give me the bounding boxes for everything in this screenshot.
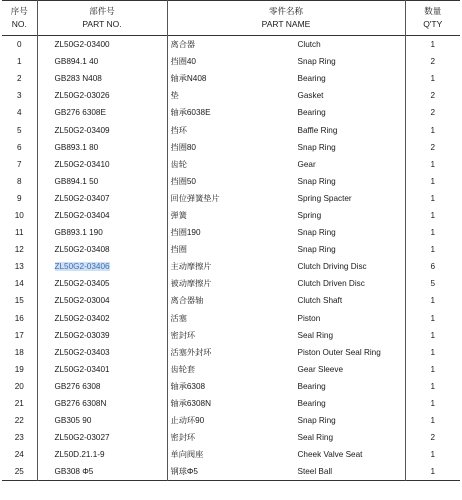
table-row — [2, 412, 460, 429]
part-number-text: GB894.1 40 — [54, 57, 99, 67]
part-number-text: ZL50G2-03004 — [54, 296, 110, 306]
table-row — [2, 395, 460, 412]
quantity: 1 — [405, 446, 460, 463]
header-part-name — [167, 1, 405, 36]
table-row — [2, 275, 460, 292]
header-qty — [405, 1, 460, 36]
part-number — [37, 139, 167, 156]
part-name — [167, 275, 405, 292]
row-number: 18 — [14, 347, 24, 357]
table-row — [2, 241, 460, 258]
part-number-text: GB893.1 190 — [54, 228, 103, 238]
row-number: 23 — [14, 433, 24, 443]
part-number — [37, 429, 167, 446]
part-number-text: ZL50G2-03403 — [54, 347, 110, 357]
part-name-cn: 齿轮套 — [170, 364, 196, 374]
part-number — [37, 156, 167, 173]
part-name-cn: 活塞 — [170, 313, 187, 323]
part-number — [37, 463, 167, 481]
part-name-en: Snap Ring — [297, 176, 336, 186]
part-name — [167, 292, 405, 309]
part-name-en: Clutch — [297, 40, 321, 50]
part-number-text: ZL50G2-03026 — [54, 91, 110, 101]
quantity: 2 — [405, 53, 460, 70]
part-number-text: ZL50G2-03406 — [54, 262, 110, 272]
part-name — [167, 156, 405, 173]
row-number: 22 — [14, 416, 24, 426]
part-number — [37, 224, 167, 241]
header-no — [2, 1, 37, 36]
part-name-en: Snap Ring — [297, 245, 336, 255]
part-name-cn: 轴承6038E — [170, 108, 211, 118]
part-number — [37, 327, 167, 344]
part-name-en: Cheek Valve Seat — [297, 450, 363, 460]
quantity: 1 — [405, 378, 460, 395]
row-number: 5 — [16, 125, 22, 135]
part-number-text: GB305 90 — [54, 416, 92, 426]
part-number — [37, 70, 167, 87]
part-name-cn: 轴承N408 — [170, 74, 207, 84]
part-number-text: GB276 6308N — [54, 399, 107, 409]
part-name-en: Seal Ring — [297, 330, 334, 340]
row-number: 2 — [16, 74, 22, 84]
table-row — [2, 139, 460, 156]
header-qty-cn: 数量 — [424, 6, 442, 16]
quantity: 1 — [405, 344, 460, 361]
part-name — [167, 70, 405, 87]
part-name — [167, 241, 405, 258]
table-row — [2, 36, 460, 54]
part-name — [167, 429, 405, 446]
part-number-text: ZL50G2-03402 — [54, 313, 110, 323]
part-name — [167, 224, 405, 241]
part-number — [37, 292, 167, 309]
part-number-text: GB276 6308 — [54, 381, 101, 391]
part-name — [167, 344, 405, 361]
quantity: 1 — [405, 463, 460, 481]
part-name-en: Spring Spacter — [297, 193, 352, 203]
part-name-en: Snap Ring — [297, 416, 336, 426]
part-name-cn: 垫 — [170, 91, 179, 101]
part-name — [167, 36, 405, 54]
part-number — [37, 53, 167, 70]
part-name — [167, 327, 405, 344]
table-row — [2, 446, 460, 463]
part-number — [37, 275, 167, 292]
table-row — [2, 292, 460, 309]
header-name-en: PART NAME — [261, 19, 311, 29]
row-number: 21 — [14, 399, 24, 409]
table-row — [2, 310, 460, 327]
quantity: 1 — [405, 190, 460, 207]
part-number-text: GB894.1 50 — [54, 176, 99, 186]
part-name-cn: 弹簧 — [170, 210, 187, 220]
row-number: 1 — [16, 57, 22, 67]
part-number-text: ZL50G2-03400 — [54, 40, 110, 50]
table-row — [2, 190, 460, 207]
quantity: 1 — [405, 121, 460, 138]
part-number — [37, 258, 167, 275]
part-name-en: Bearing — [297, 108, 326, 118]
row-number: 15 — [14, 296, 24, 306]
row-number: 8 — [16, 176, 22, 186]
part-name-cn: 挡圈80 — [170, 142, 196, 152]
part-name-cn: 钢球Φ5 — [170, 467, 198, 477]
quantity: 1 — [405, 36, 460, 54]
part-name — [167, 104, 405, 121]
part-number-text: ZL50G2-03401 — [54, 364, 110, 374]
part-number — [37, 121, 167, 138]
row-number: 19 — [14, 364, 24, 374]
row-number: 11 — [15, 228, 24, 238]
row-number: 25 — [14, 467, 24, 477]
part-number — [37, 446, 167, 463]
part-number — [37, 173, 167, 190]
part-name-en: Bearing — [297, 381, 326, 391]
header-no-cn: 序号 — [10, 6, 28, 16]
part-name — [167, 361, 405, 378]
part-name-en: Spring — [297, 210, 322, 220]
quantity: 2 — [405, 104, 460, 121]
part-name-cn: 单向阀座 — [170, 450, 204, 460]
part-name-en: Piston Outer Seal Ring — [297, 347, 381, 357]
part-name-cn: 密封环 — [170, 330, 196, 340]
quantity: 1 — [405, 156, 460, 173]
part-name-en: Gear — [297, 159, 316, 169]
part-name-cn: 挡圈 — [170, 245, 187, 255]
row-number: 10 — [14, 210, 24, 220]
part-number — [37, 395, 167, 412]
table-row — [2, 429, 460, 446]
quantity: 1 — [405, 327, 460, 344]
row-number: 12 — [14, 245, 24, 255]
part-name-en: Bearing — [297, 74, 326, 84]
part-number-text: GB893.1 80 — [54, 142, 99, 152]
part-number-text: ZL50G2-03039 — [54, 330, 110, 340]
part-name-cn: 被动摩擦片 — [170, 279, 212, 289]
quantity: 1 — [405, 361, 460, 378]
part-name-en: Gasket — [297, 91, 324, 101]
part-name — [167, 378, 405, 395]
table-row — [2, 156, 460, 173]
part-number-text: GB276 6308E — [54, 108, 106, 118]
part-name-cn: 齿轮 — [170, 159, 187, 169]
part-name-cn: 离合器轴 — [170, 296, 204, 306]
row-number: 7 — [16, 159, 22, 169]
part-name-cn: 挡圈190 — [170, 228, 201, 238]
header-part-cn: 部件号 — [89, 6, 115, 16]
row-number: 20 — [14, 381, 24, 391]
parts-table — [2, 0, 460, 481]
part-number — [37, 207, 167, 224]
part-number — [37, 87, 167, 104]
table-row — [2, 70, 460, 87]
part-name — [167, 190, 405, 207]
part-number-text: ZL50D.21.1-9 — [54, 450, 105, 460]
quantity: 1 — [405, 310, 460, 327]
table-row — [2, 258, 460, 275]
part-name-cn: 回位弹簧垫片 — [170, 193, 220, 203]
part-name-cn: 挡圈40 — [170, 57, 196, 67]
table-body — [2, 36, 460, 481]
part-name-cn: 挡圈50 — [170, 176, 196, 186]
row-number: 14 — [14, 279, 24, 289]
part-name-en: Snap Ring — [297, 142, 336, 152]
table-row — [2, 104, 460, 121]
part-name-en: Clutch Shaft — [297, 296, 343, 306]
quantity: 1 — [405, 292, 460, 309]
part-number-text: ZL50G2-03408 — [54, 245, 110, 255]
row-number: 6 — [16, 142, 22, 152]
header-part-en: PART NO. — [82, 19, 122, 29]
quantity: 2 — [405, 139, 460, 156]
part-name — [167, 446, 405, 463]
part-number-text: ZL50G2-03404 — [54, 210, 110, 220]
part-name — [167, 87, 405, 104]
part-name-cn: 活塞外封环 — [170, 347, 212, 357]
row-number: 13 — [14, 262, 24, 272]
part-name — [167, 53, 405, 70]
part-name-cn: 止动环90 — [170, 416, 205, 426]
table-row — [2, 207, 460, 224]
part-name-en: Bearing — [297, 399, 326, 409]
part-name-en: Clutch Driving Disc — [297, 262, 367, 272]
part-name-cn: 轴承6308 — [170, 381, 206, 391]
part-name-en: Piston — [297, 313, 321, 323]
table-row — [2, 463, 460, 481]
part-name-en: Snap Ring — [297, 57, 336, 67]
table-row — [2, 327, 460, 344]
row-number: 17 — [14, 330, 24, 340]
part-name — [167, 173, 405, 190]
table-row — [2, 121, 460, 138]
part-name-cn: 挡环 — [170, 125, 187, 135]
part-number-text: ZL50G2-03027 — [54, 433, 110, 443]
part-number-text: ZL50G2-03405 — [54, 279, 110, 289]
part-name — [167, 412, 405, 429]
row-number: 4 — [16, 108, 22, 118]
quantity: 1 — [405, 70, 460, 87]
part-number-text: GB308 Φ5 — [54, 467, 94, 477]
table-row — [2, 224, 460, 241]
table-row — [2, 173, 460, 190]
part-number — [37, 378, 167, 395]
part-number-text: ZL50G2-03407 — [54, 193, 110, 203]
part-name — [167, 139, 405, 156]
part-name — [167, 310, 405, 327]
table-row — [2, 361, 460, 378]
row-number: 9 — [16, 193, 22, 203]
quantity: 2 — [405, 87, 460, 104]
part-name — [167, 463, 405, 481]
table-row — [2, 344, 460, 361]
quantity: 1 — [405, 241, 460, 258]
part-number — [37, 361, 167, 378]
part-name-en: Clutch Driven Disc — [297, 279, 365, 289]
part-name — [167, 258, 405, 275]
quantity: 1 — [405, 173, 460, 190]
part-name-cn: 主动摩擦片 — [170, 262, 212, 272]
row-number: 0 — [16, 40, 22, 50]
part-number — [37, 36, 167, 54]
quantity: 2 — [405, 429, 460, 446]
quantity: 1 — [405, 207, 460, 224]
part-name-en: Steel Ball — [297, 467, 333, 477]
row-number: 16 — [14, 313, 24, 323]
part-number — [37, 241, 167, 258]
part-number — [37, 344, 167, 361]
part-name-en: Baffle Ring — [297, 125, 338, 135]
table-row — [2, 378, 460, 395]
part-name — [167, 121, 405, 138]
part-number — [37, 190, 167, 207]
part-name-cn: 轴承6308N — [170, 399, 212, 409]
quantity: 1 — [405, 395, 460, 412]
part-name — [167, 207, 405, 224]
quantity: 1 — [405, 224, 460, 241]
header-name-cn: 零件名称 — [268, 6, 303, 16]
header-qty-en: Q'TY — [423, 19, 443, 29]
header-no-en: NO. — [11, 19, 27, 29]
row-number: 3 — [16, 91, 22, 101]
part-name-cn: 离合器 — [170, 40, 196, 50]
part-number — [37, 310, 167, 327]
part-number-text: ZL50G2-03409 — [54, 125, 110, 135]
part-name-en: Snap Ring — [297, 228, 336, 238]
table-row — [2, 87, 460, 104]
quantity: 5 — [405, 275, 460, 292]
row-number: 24 — [14, 450, 24, 460]
table-header-row — [2, 1, 460, 36]
part-name-en: Gear Sleeve — [297, 364, 344, 374]
quantity: 6 — [405, 258, 460, 275]
part-name-cn: 密封环 — [170, 433, 196, 443]
part-number-text: GB283 N408 — [54, 74, 102, 84]
part-number — [37, 104, 167, 121]
quantity: 1 — [405, 412, 460, 429]
table-row — [2, 53, 460, 70]
part-name-en: Seal Ring — [297, 433, 334, 443]
part-name — [167, 395, 405, 412]
part-number-text: ZL50G2-03410 — [54, 159, 110, 169]
header-part-no — [37, 1, 167, 36]
part-number — [37, 412, 167, 429]
